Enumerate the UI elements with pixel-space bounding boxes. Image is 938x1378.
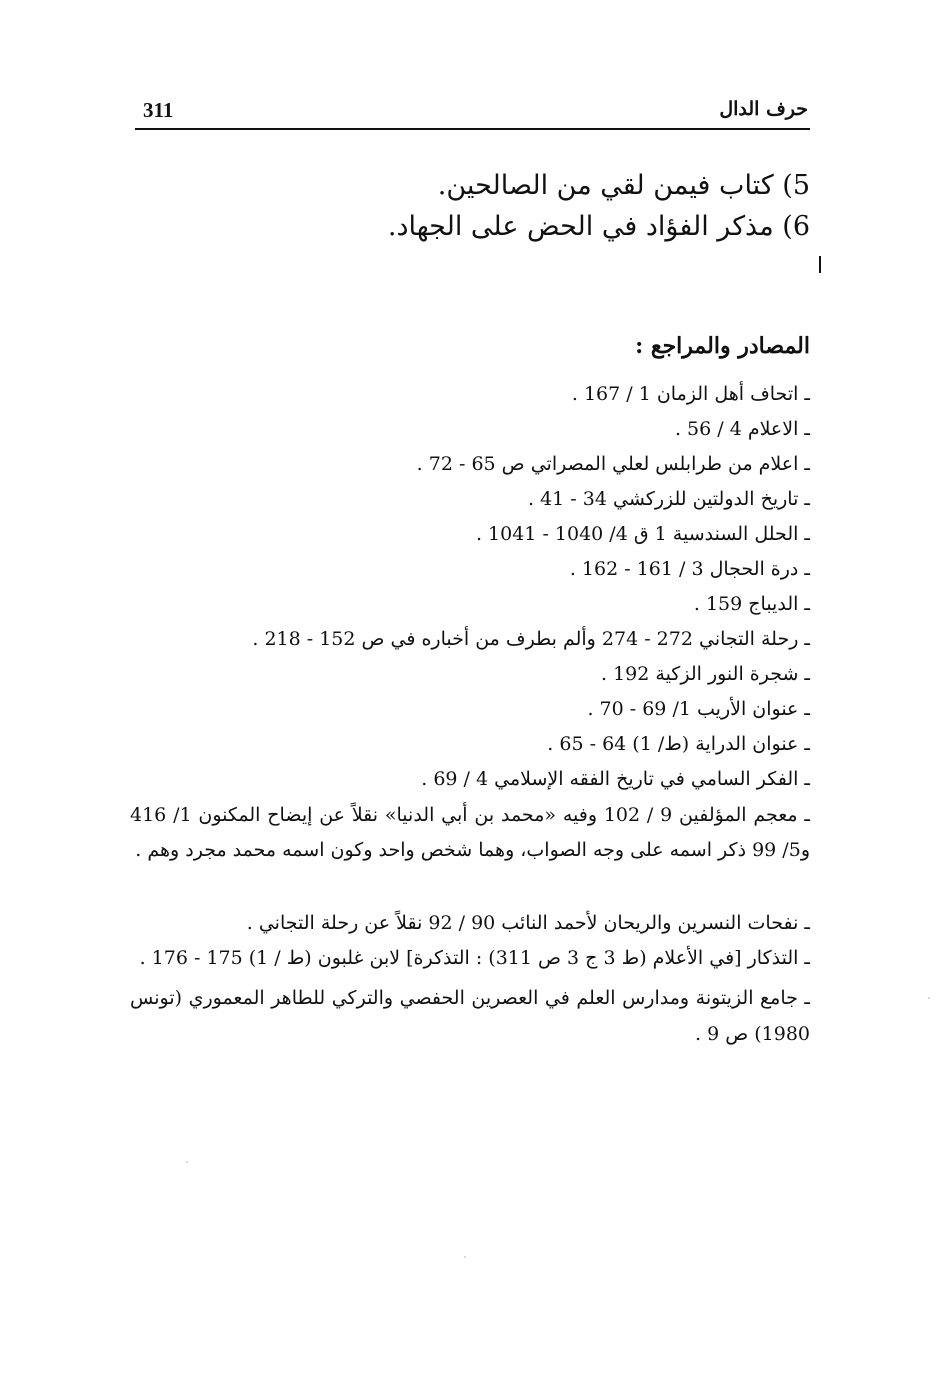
works-item-6: 6) مذكر الفؤاد في الحض على الجهاد. [387,211,810,242]
reference-item: ـ عنوان الدراية (ط/ 1) 64 - 65 . [547,733,810,755]
reference-item: ـ الديباج 159 . [693,593,810,615]
page-number: 311 [143,98,174,122]
margin-mark [819,256,821,273]
reference-item: ـ نفحات النسرين والريحان لأحمد النائب 90 / 92 نقلاً عن رحلة التجاني . [246,912,810,934]
chapter-title: حرف الدال [719,98,808,120]
reference-item: ـ التذكار [في الأعلام (ط 3 ج 3 ص 311) : التذكرة] لابن غلبون (ط / 1) 175 - 176 . [139,947,810,969]
running-header [135,96,810,130]
reference-item: ـ الحلل السندسية 1 ق 4/ 1040 - 1041 . [475,523,810,545]
works-item-5: 5) كتاب فيمن لقي من الصالحين. [437,170,810,201]
reference-item: ـ تاريخ الدولتين للزركشي 34 - 41 . [527,488,810,510]
reference-item: ـ معجم المؤلفين 9 / 102 وفيه «محمد بن أبي الدنيا» نقلاً عن إيضاح المكنون 1/ 416 و5/ 99 ذكر اسمه على وجه الصواب، وهما شخص واحد وكون اسمه محمد مجرد وهم . [130,804,810,861]
reference-item: ـ الفكر السامي في تاريخ الفقه الإسلامي 4 / 69 . [421,768,810,790]
sources-heading: المصادر والمراجع : [635,333,810,359]
reference-item: ـ اتحاف أهل الزمان 1 / 167 . [571,383,810,405]
scan-speck [928,997,930,999]
reference-item: ـ شجرة النور الزكية 192 . [600,663,810,685]
header-rule [135,128,810,130]
reference-item: ـ درة الحجال 3 / 161 - 162 . [569,558,810,580]
reference-item: ـ الاعلام 4 / 56 . [674,418,810,440]
scan-speck [464,1256,466,1258]
scan-speck [186,1161,188,1163]
reference-item: ـ اعلام من طرابلس لعلي المصراتي ص 65 - 72 . [416,453,810,475]
reference-item: ـ رحلة التجاني 272 - 274 وألم بطرف من أخباره في ص 152 - 218 . [252,628,810,650]
reference-item: ـ جامع الزيتونة ومدارس العلم في العصرين الحفصي والتركي للطاهر المعموري (تونس 1980) ص 9 . [130,987,810,1045]
reference-item: ـ عنوان الأريب 1/ 69 - 70 . [587,698,810,720]
